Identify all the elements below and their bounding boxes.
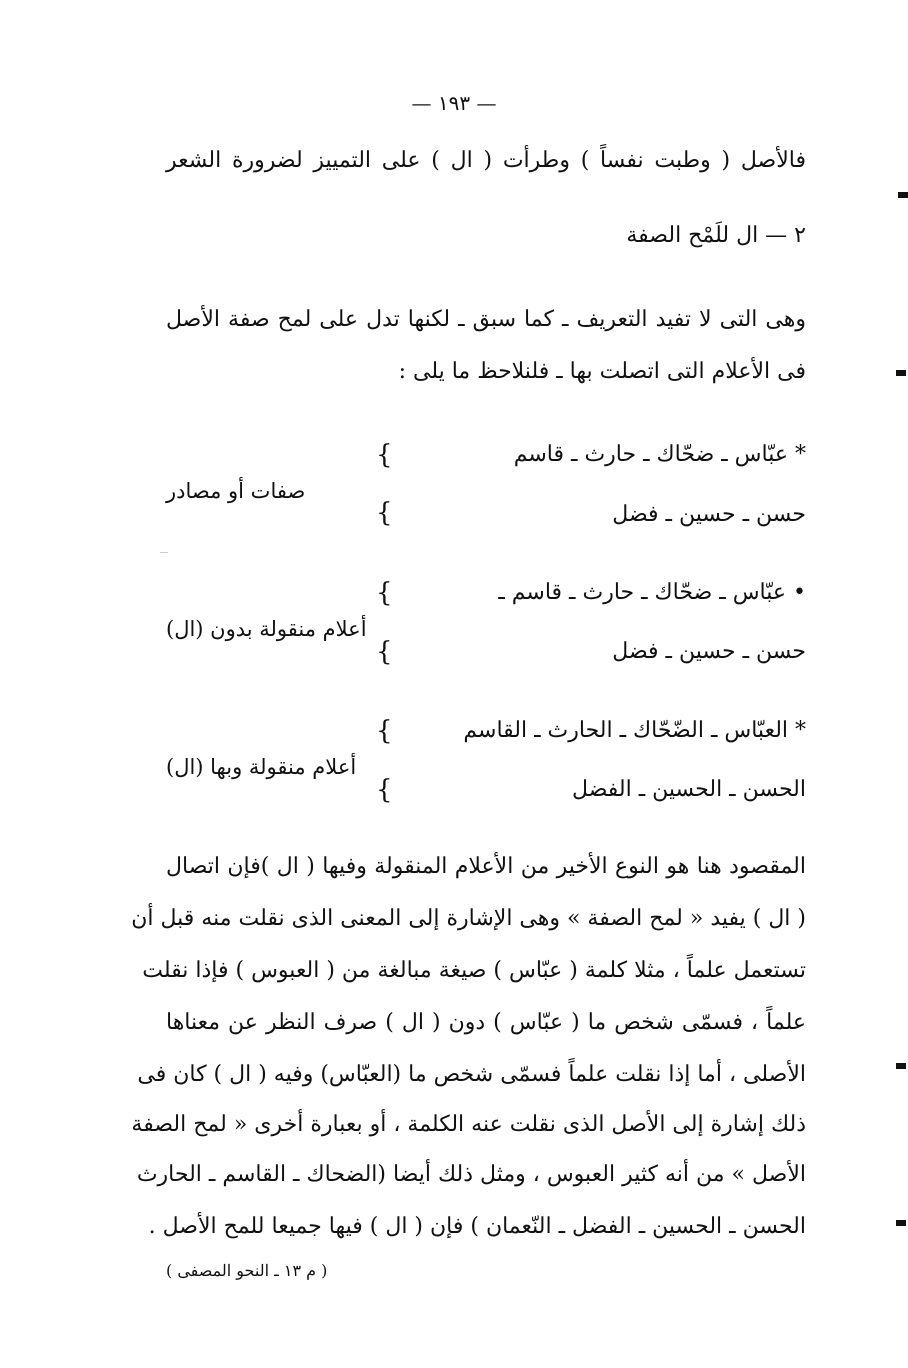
brace-icon: { bbox=[376, 440, 393, 470]
group-3-line-1: * العبّاس ـ الضّحّاك ـ الحارث ـ القاسم bbox=[463, 718, 806, 743]
group-2-line-2: حسن ـ حسين ـ فضل bbox=[612, 639, 806, 664]
paragraph-line-5: الأصلى ، أما إذا نقلت علماً فسمّى شخص ما (العبّاس) وفيه ( ال ) كان فى bbox=[137, 1062, 806, 1087]
brace-icon: { bbox=[376, 775, 393, 805]
group-3-line-2: الحسن ـ الحسين ـ الفضل bbox=[572, 777, 806, 802]
group-1-line-1: * عبّاس ـ ضحّاك ـ حارث ـ قاسم bbox=[513, 442, 806, 467]
divider bbox=[160, 552, 168, 553]
margin-mark bbox=[898, 192, 908, 198]
text-line-1: فالأصل ( وطبت نفساً ) وطرأت ( ال ) على التمييز لضرورة الشعر bbox=[166, 148, 806, 173]
paragraph-line-3: تستعمل علماً ، مثلا كلمة ( عبّاس ) صيغة مبالغة من ( العبوس ) فإذا نقلت bbox=[142, 958, 806, 983]
text-line-3: وهى التى لا تفيد التعريف ـ كما سبق ـ لكنها تدل على لمح صفة الأصل bbox=[166, 307, 806, 332]
group-2-line-1: • عبّاس ـ ضحّاك ـ حارث ـ قاسم ـ bbox=[498, 580, 806, 605]
paragraph-line-4: علماً ، فسمّى شخص ما ( عبّاس ) دون ( ال ) صرف النظر عن معناها bbox=[166, 1010, 806, 1035]
text-line-4: فى الأعلام التى اتصلت بها ـ فلنلاحظ ما يلى : bbox=[398, 359, 806, 384]
margin-mark bbox=[896, 1220, 906, 1226]
margin-mark bbox=[896, 1063, 906, 1069]
footer-signature: ( م ١٣ ـ النحو المصفى ) bbox=[166, 1261, 328, 1280]
margin-mark bbox=[896, 370, 906, 376]
paragraph-line-1: المقصود هنا هو النوع الأخير من الأعلام المنقولة وفيها ( ال )فإن اتصال bbox=[166, 854, 806, 879]
brace-icon: { bbox=[376, 578, 393, 608]
paragraph-line-7: الأصل » من أنه كثير العبوس ، ومثل ذلك أيضا (الضحاك ـ القاسم ـ الحارث bbox=[136, 1162, 806, 1187]
group-1-label: صفات أو مصادر bbox=[166, 479, 306, 503]
group-3-label: أعلام منقولة وبها (ال) bbox=[166, 755, 357, 779]
section-heading: ٢ — ال للَمْح الصفة bbox=[626, 223, 806, 248]
brace-icon: { bbox=[376, 637, 393, 667]
brace-icon: { bbox=[376, 716, 393, 746]
brace-icon: { bbox=[376, 498, 393, 528]
paragraph-line-8: الحسن ـ الحسين ـ الفضل ـ النّعمان ) فإن ( ال ) فيها جميعا للمح الأصل . bbox=[148, 1214, 806, 1239]
group-1-line-2: حسن ـ حسين ـ فضل bbox=[612, 502, 806, 527]
paragraph-line-6: ذلك إشارة إلى الأصل الذى نقلت عنه الكلمة ، أو بعبارة أخرى « لمح الصفة bbox=[131, 1112, 806, 1137]
page-number: — ١٩٣ — bbox=[411, 91, 497, 115]
paragraph-line-2: ( ال ) يفيد « لمح الصفة » وهى الإشارة إلى المعنى الذى نقلت منه قبل أن bbox=[131, 906, 806, 931]
group-2-label: أعلام منقولة بدون (ال) bbox=[166, 617, 367, 641]
